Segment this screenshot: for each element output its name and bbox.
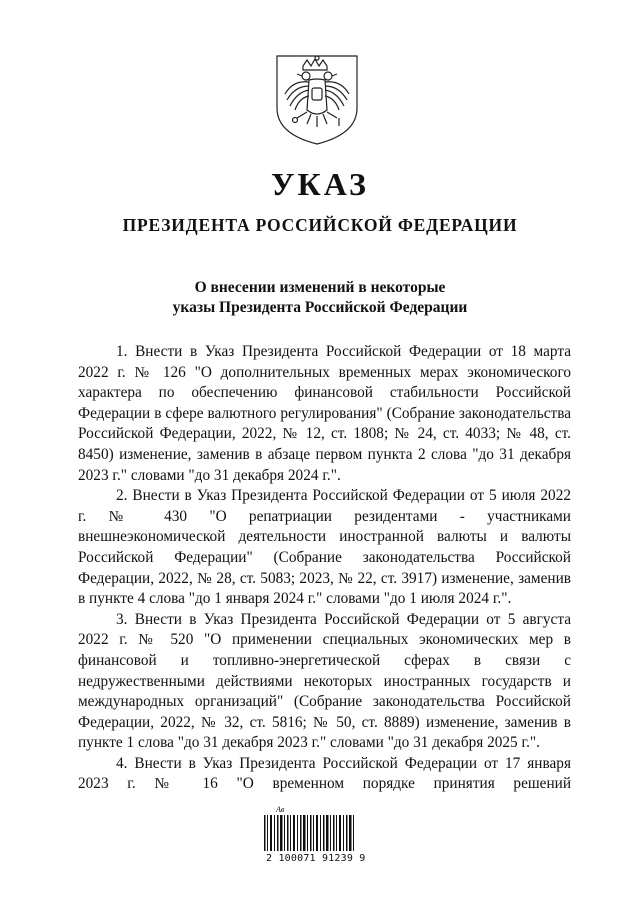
barcode-handwritten-mark: Ав bbox=[276, 805, 285, 814]
coat-of-arms-emblem-icon bbox=[273, 50, 361, 146]
decree-heading-line: О внесении изменений в некоторые bbox=[194, 279, 446, 296]
barcode-number: 2 100071 91239 9 bbox=[266, 853, 366, 864]
decree-paragraph-3: 3. Внести в Указ Президента Российской Федерации от 5 августа 2022 г. № 520 "О применении специальных экономических мер в финансовой и топливно-энергетической сферах в связи с недружественными действиями некоторых иностранных государств и международных организаций" (Собрание законодательства Российской Федерации, 2022, № 32, ст. 5816; № 50, ст. 8889) изменение, заменив в пункте 1 слова "до 31 декабря 2023 г." словами "до 31 декабря 2025 г.". bbox=[78, 610, 571, 752]
decree-paragraph-4: 4. Внести в Указ Президента Российской Федерации от 17 января 2023 г. № 16 "О временном порядке принятия решений bbox=[78, 754, 571, 793]
barcode-icon bbox=[262, 815, 358, 851]
decree-body bbox=[78, 342, 571, 795]
document-title: УКАЗ bbox=[271, 166, 369, 202]
decree-heading bbox=[0, 278, 640, 318]
decree-heading-line: указы Президента Российской Федерации bbox=[172, 299, 468, 316]
document-subtitle: ПРЕЗИДЕНТА РОССИЙСКОЙ ФЕДЕРАЦИИ bbox=[122, 215, 518, 235]
decree-paragraph-2: 2. Внести в Указ Президента Российской Федерации от 5 июля 2022 г. № 430 "О репатриации резидентами - участниками внешнеэкономической деятельности иностранной валюты и валюты Российской Федерации" (Собрание законодательства Российской Федерации, 2022, № 28, ст. 5083; 2023, № 22, ст. 3917) изменение, заменив в пункте 4 слова "до 1 января 2024 г." словами "до 1 июля 2024 г.". bbox=[78, 487, 571, 608]
decree-paragraph-1: 1. Внести в Указ Президента Российской Федерации от 18 марта 2022 г. № 126 "О дополнительных временных мерах экономического характера по обеспечению финансовой стабильности Российской Федерации в сфере валютного регулирования" (Собрание законодательства Российской Федерации, 2022, № 12, ст. 1808; № 24, ст. 4033; № 48, ст. 8450) изменение, заменив в абзаце первом пункта 2 слова "до 31 декабря 2023 г." словами "до 31 декабря 2024 г.". bbox=[78, 343, 571, 484]
barcode-block bbox=[262, 805, 366, 875]
